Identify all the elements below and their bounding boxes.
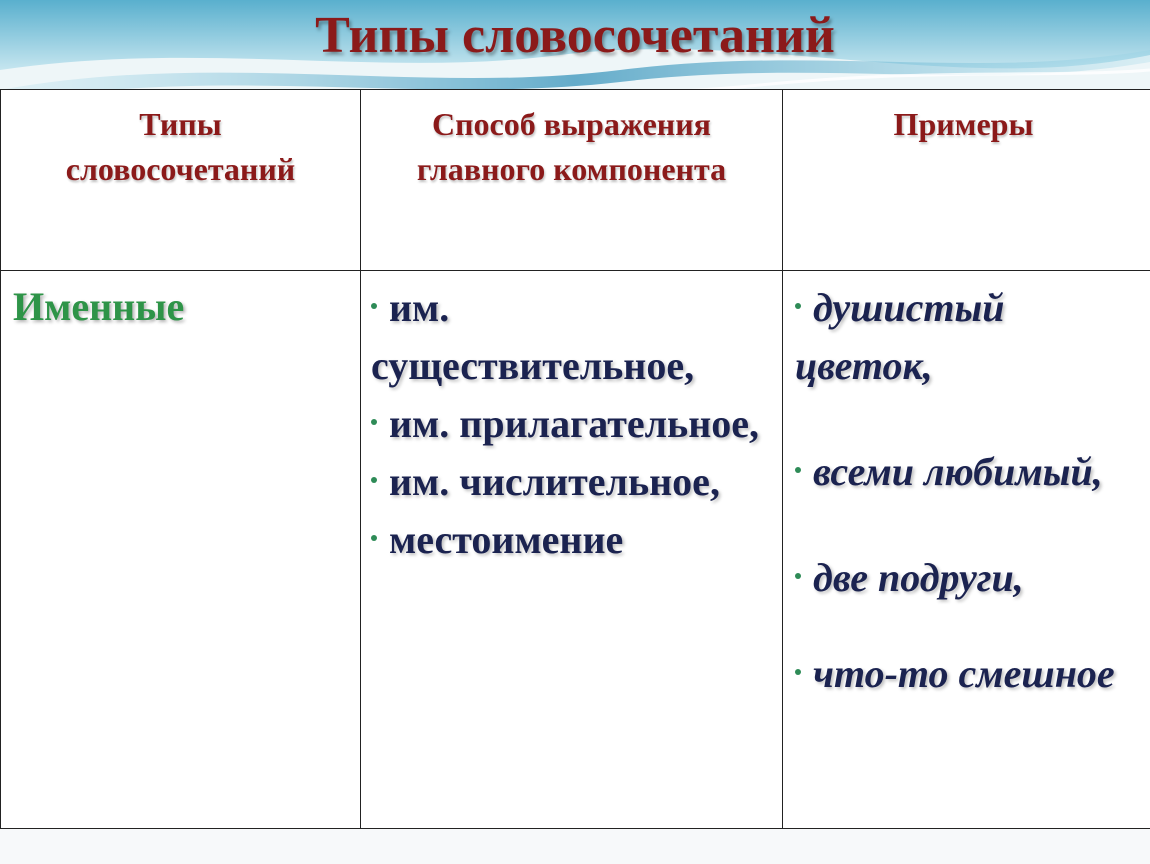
bullet-icon xyxy=(795,467,801,473)
header-cell-method xyxy=(361,90,783,271)
header-method: Способ выражения главного компонента xyxy=(416,106,727,187)
category-cell xyxy=(1,271,361,829)
bullet-icon xyxy=(371,303,377,309)
bullet-icon xyxy=(795,573,801,579)
header-cell-examples xyxy=(783,90,1150,271)
list-item: что-то смешное xyxy=(795,645,1135,703)
bullet-icon xyxy=(795,303,801,309)
category-label: Именные xyxy=(13,284,185,329)
table-header-row xyxy=(1,90,1150,271)
bullet-icon xyxy=(371,477,377,483)
list-item: им. существительное, xyxy=(371,285,695,388)
main-component-cell xyxy=(361,271,783,829)
list-item: им. прилагательное, xyxy=(371,395,771,453)
list-item: всеми любимый, xyxy=(795,443,1135,501)
header-cell-types xyxy=(1,90,361,271)
list-item: душистый цветок, xyxy=(795,285,1005,388)
list-item: им. числительное, xyxy=(371,453,771,511)
examples-list xyxy=(783,271,1135,703)
header-examples: Примеры xyxy=(893,106,1034,142)
slide-title: Типы словосочетаний xyxy=(315,7,835,64)
bullet-icon xyxy=(371,535,377,541)
examples-cell xyxy=(783,271,1150,829)
table-row xyxy=(1,271,1150,829)
main-component-list xyxy=(361,271,782,569)
list-item: две подруги, xyxy=(795,549,1135,607)
types-table xyxy=(0,89,1150,829)
bullet-icon xyxy=(795,669,801,675)
list-item: местоимение xyxy=(371,511,782,569)
header-types: Типы словосочетаний xyxy=(65,106,296,187)
bullet-icon xyxy=(371,419,377,425)
